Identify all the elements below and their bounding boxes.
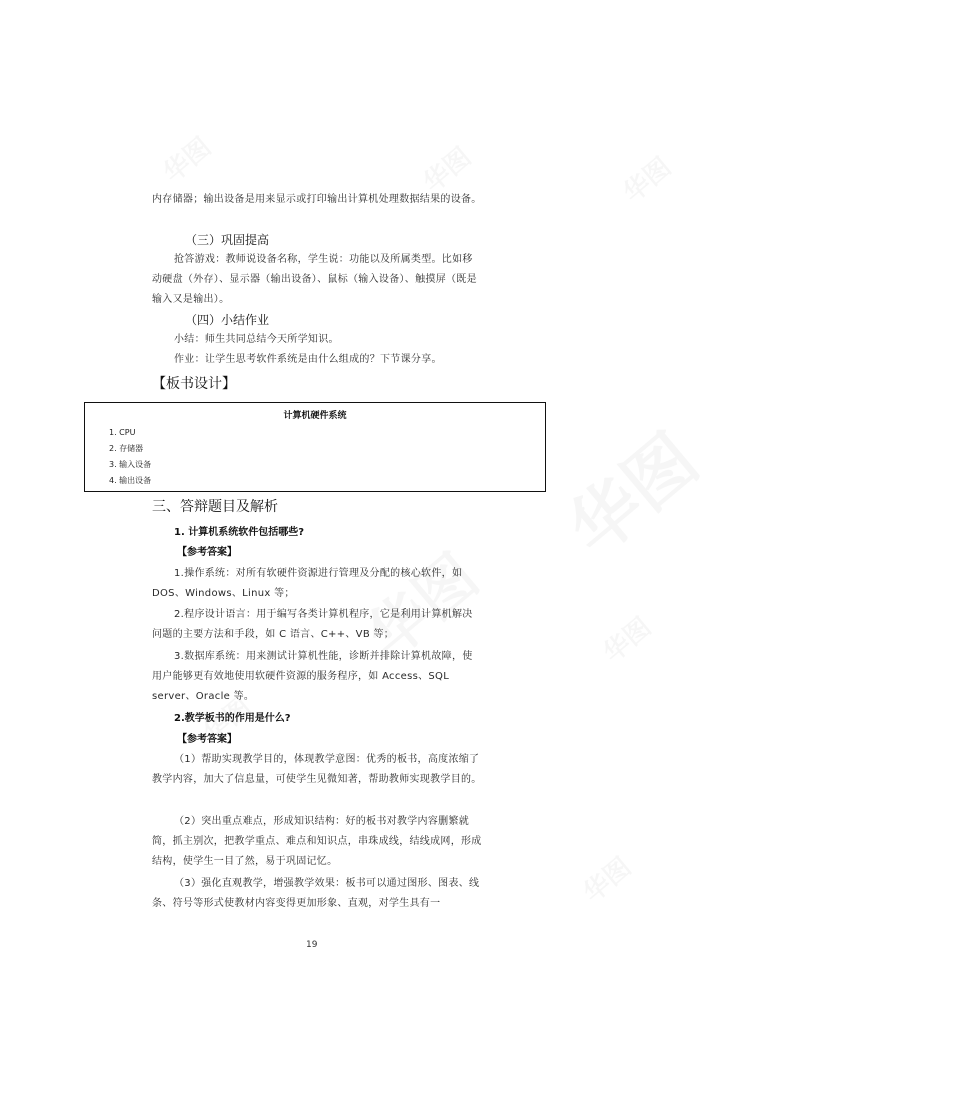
board-item: 3. 输入设备 <box>109 460 152 469</box>
board-item: 1. CPU <box>109 428 136 437</box>
board-design-box <box>84 402 546 492</box>
answer-paragraph: 2.程序设计语言：用于编写各类计算机程序，它是利用计算机解决问题的主要方法和手段，如 C 语言、C++、VB 等； <box>152 609 473 640</box>
answer-paragraph: （1）帮助实现教学目的，体现教学意图：优秀的板书，高度浓缩了教学内容，加大了信息量，可使学生见微知著，帮助教师实现教学目的。 <box>152 754 482 785</box>
answer-paragraph: 3.数据库系统：用来测试计算机性能，诊断并排除计算机故障，使用户能够更有效地使用软硬件资源的服务程序，如 Access、SQL server、Oracle 等。 <box>152 651 473 702</box>
answer-paragraph: （3）强化直观教学，增强教学效果：板书可以通过图形、图表、线条、符号等形式使教材内容变得更加形象、直观，对学生具有一 <box>152 878 480 909</box>
watermark <box>594 608 658 670</box>
answer-paragraph: 1.操作系统：对所有软硬件资源进行管理及分配的核心软件，如 DOS、Windows、Linux 等； <box>152 568 463 599</box>
section-heading-consolidation: （三）巩固提高 <box>185 233 270 247</box>
defense-heading: 三、答辩题目及解析 <box>152 499 278 515</box>
question-2: 2.教学板书的作用是什么? <box>174 713 291 724</box>
question-1: 1. 计算机系统软件包括哪些? <box>174 527 305 538</box>
watermark <box>154 128 218 190</box>
page-number: 19 <box>306 940 318 950</box>
paragraph-homework: 作业：让学生思考软件系统是由什么组成的？下节课分享。 <box>174 354 442 365</box>
board-item: 2. 存储器 <box>109 444 144 453</box>
section-heading-summary: （四）小结作业 <box>185 313 270 327</box>
reference-answer-label: 【参考答案】 <box>177 734 237 745</box>
reference-answer-label: 【参考答案】 <box>177 547 237 558</box>
board-design-heading: 【板书设计】 <box>152 376 236 392</box>
watermark <box>574 848 638 910</box>
board-title: 计算机硬件系统 <box>283 411 347 421</box>
board-item: 4. 输出设备 <box>109 476 152 485</box>
watermark <box>614 148 678 210</box>
answer-paragraph: （2）突出重点难点，形成知识结构：好的板书对教学内容删繁就简，抓主别次，把教学重点、难点和知识点，串珠成线，结线成网，形成结构，使学生一目了然，易于巩固记忆。 <box>152 816 482 867</box>
paragraph-output-devices: 内存储器；输出设备是用来显示或打印输出计算机处理数据结果的设备。 <box>152 194 482 205</box>
paragraph-summary: 小结：师生共同总结今天所学知识。 <box>174 334 339 345</box>
watermark <box>544 407 716 574</box>
paragraph-quiz-game: 抢答游戏：教师说设备名称，学生说：功能以及所属类型。比如移动硬盘（外存）、显示器（输出设备）、鼠标（输入设备）、触摸屏（既是输入又是输出）。 <box>152 254 477 305</box>
